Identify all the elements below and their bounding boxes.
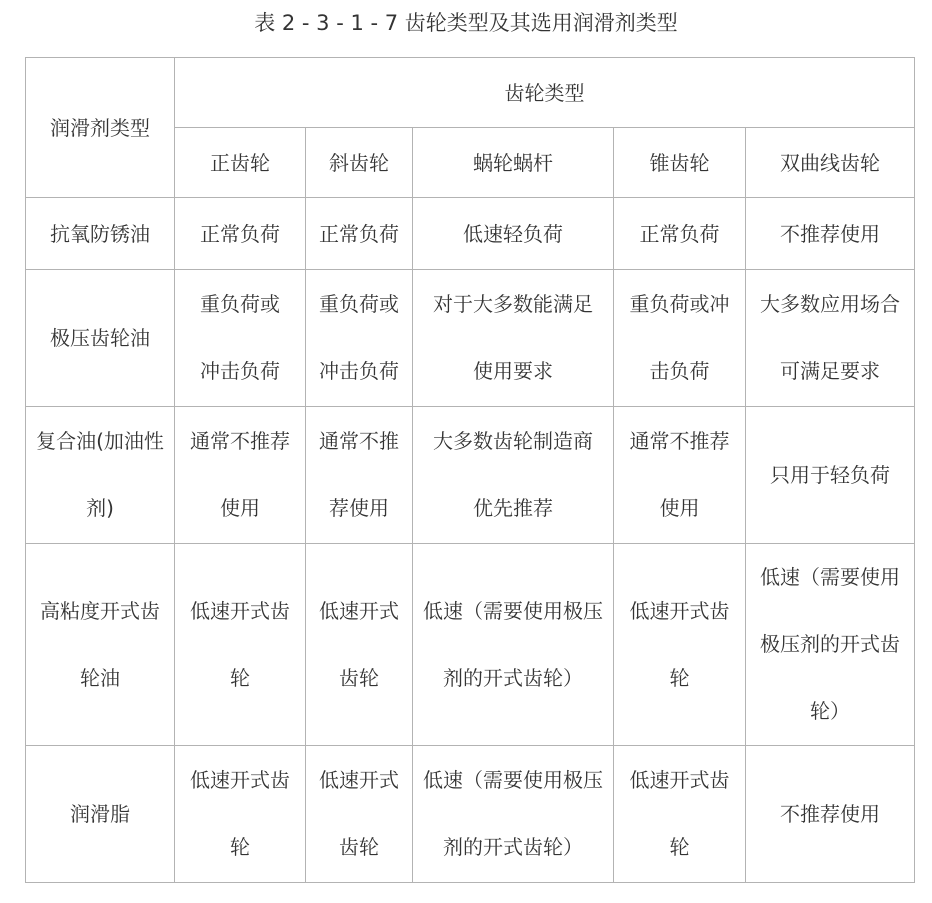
cell-line: 使用 [220,496,260,520]
cell-line: 轮 [230,665,250,690]
cell-line: 大多数齿轮制造商 [433,429,593,453]
header-group-cell [175,58,915,128]
table-cell [175,746,306,883]
cell-line: 齿轮 [339,665,379,690]
gear-lubricant-table [25,57,915,883]
row-label-line: 高粘度开式齿 [40,598,160,623]
column-header [614,128,746,198]
cell-line: 通常不推荐 [190,429,290,453]
table-cell [746,544,915,746]
cell-line: 通常不推 [319,429,399,453]
cell-line: 可满足要求 [780,359,880,383]
cell-line: 低速开式 [319,598,399,623]
table-cell [306,198,413,270]
row-label-line: 轮油 [80,665,120,690]
column-header-label: 锥齿轮 [649,150,710,175]
table-cell [306,407,413,544]
table-cell [175,544,306,746]
row-label-line: 极压齿轮油 [50,326,150,350]
table-cell [746,407,915,544]
table-cell [175,270,306,407]
table-cell [175,198,306,270]
cell-line: 击负荷 [649,359,710,383]
table-row [26,407,915,544]
cell-line: 低速开式齿 [190,768,290,792]
cell-line: 不推荐使用 [780,221,880,246]
cell-line: 只用于轻负荷 [770,463,890,487]
table-cell [413,746,614,883]
cell-line: 荐使用 [329,496,389,520]
cell-line: 轮 [669,665,690,690]
row-label-cell [26,198,175,270]
table-cell [614,746,746,883]
column-header-label: 斜齿轮 [329,150,389,175]
table-cell [614,544,746,746]
column-header [175,128,306,198]
cell-line: 正常负荷 [319,221,399,246]
table-cell [306,544,413,746]
cell-line: 对于大多数能满足 [433,292,593,316]
table-cell [746,746,915,883]
cell-line: 低速开式齿 [629,598,730,623]
column-header-label: 正齿轮 [210,150,270,175]
column-header [746,128,915,198]
cell-line: 正常负荷 [639,221,720,246]
table-cell [614,270,746,407]
table-cell [614,407,746,544]
cell-line: 低速轻负荷 [463,221,563,246]
header-group-label: 齿轮类型 [504,80,585,105]
cell-line: 使用要求 [473,359,553,383]
row-label-cell [26,746,175,883]
cell-line: 轮 [669,835,690,859]
cell-line: 轮 [230,835,250,859]
cell-line: 极压剂的开式齿 [760,632,900,656]
cell-line: 正常负荷 [200,221,280,246]
table-cell [306,746,413,883]
cell-line: 低速开式齿 [190,598,290,623]
table-row [26,198,915,270]
table-cell [306,270,413,407]
cell-line: 低速开式 [319,768,399,792]
cell-line: 通常不推荐 [629,429,730,453]
cell-line: 不推荐使用 [780,802,880,826]
table-row [26,544,915,746]
column-header [413,128,614,198]
row-label-cell [26,544,175,746]
table-cell [413,270,614,407]
table-caption: 表 2 - 3 - 1 - 7 齿轮类型及其选用润滑剂类型 [254,11,678,35]
cell-line: 重负荷或冲 [629,292,730,316]
header-corner-cell [26,58,175,198]
cell-line: 齿轮 [339,835,379,859]
column-header-label: 双曲线齿轮 [780,150,880,175]
table-row [26,746,915,883]
table-cell [413,407,614,544]
cell-line: 冲击负荷 [200,359,280,383]
cell-line: 低速（需要使用 [760,565,900,589]
table-cell [614,198,746,270]
row-label-line: 剂) [86,496,114,520]
row-label-line: 润滑脂 [70,802,130,826]
cell-line: 大多数应用场合 [760,292,900,316]
cell-line: 低速（需要使用极压 [423,598,603,623]
table-row [26,270,915,407]
cell-line: 剂的开式齿轮） [443,835,583,859]
row-label-line: 复合油(加油性 [36,429,164,453]
table-cell [746,270,915,407]
cell-line: 使用 [659,496,700,520]
row-label-line: 抗氧防锈油 [50,221,150,246]
row-label-cell [26,407,175,544]
header-corner-label: 润滑剂类型 [50,115,150,140]
row-label-cell [26,270,175,407]
column-header-label: 蜗轮蜗杆 [473,150,553,175]
table-cell [175,407,306,544]
cell-line: 低速开式齿 [629,768,730,792]
cell-line: 剂的开式齿轮） [443,665,583,690]
cell-line: 冲击负荷 [319,359,399,383]
cell-line: 轮） [810,699,850,723]
table-cell [413,198,614,270]
table-cell [413,544,614,746]
column-header [306,128,413,198]
cell-line: 重负荷或 [200,292,280,316]
cell-line: 低速（需要使用极压 [423,768,603,792]
cell-line: 优先推荐 [473,496,553,520]
cell-line: 重负荷或 [319,292,399,316]
table-cell [746,198,915,270]
